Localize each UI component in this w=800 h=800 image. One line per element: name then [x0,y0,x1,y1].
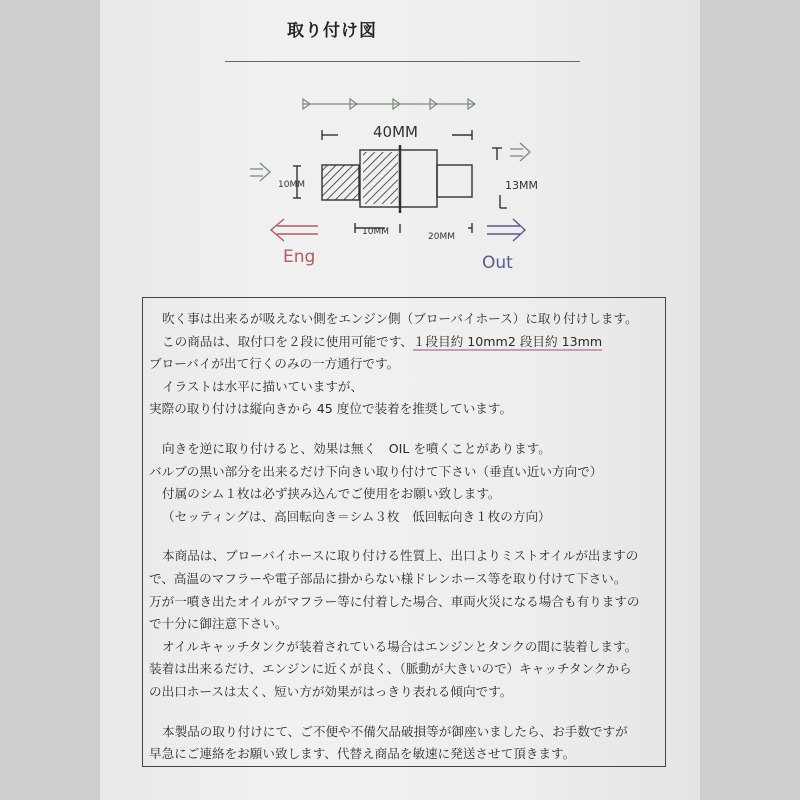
note-line: で、高温のマフラーや電子部品に掛からない様ドレンホース等を取り付けて下さい。 [149,570,627,586]
note-line [149,331,665,354]
note-line: 向きを逆に取り付けると、効果は無く OIL を噴くことがあります。 [162,440,551,456]
flow-direction-arrows [303,99,475,109]
spacer [149,704,665,721]
inlet-size-label: 10MM [278,180,305,190]
out-arrow-icon [487,219,525,241]
note-line: オイルキャッチタンクが装着されている場合はエンジンとタンクの間に装着します。 [162,638,638,654]
outlet-arrow-icon [510,143,530,161]
note-line: ブローバイが出て行くのみの一方通行です。 [149,356,400,372]
note-line: 実際の取り付けは縦向きから 45 度位で装着を推奨しています。 [149,401,513,417]
note-line: バルブの黒い部分を出来るだけ下向きい取り付けて下さい（垂直い近い方向で） [149,463,603,479]
note-line: の出口ホースは太く、短い方が効果がはっきり表れる傾向です。 [149,683,513,699]
spacer [149,528,665,545]
instructions-box [142,297,666,767]
note-line: 本商品は、ブローバイホースに取り付ける性質上、出口よりミストオイルが出ますの [162,548,639,564]
segment1-label: 10MM [362,227,389,237]
engine-arrow-icon [271,219,318,241]
note-line: 本製品の取り付けにて、ご不便や不備欠品破損等が御座いましたら、お手数ですが [162,723,628,739]
size-highlight: １段目約 10mm2 段目約 13mm [412,333,603,349]
note-line: 装着は出来るだけ、エンジンに近くが良く、（脈動が大きいので）キャッチタンクから [149,661,632,677]
out-label: Out [482,253,513,273]
note-text: この商品は、取付口を２段に使用可能です、 [162,333,413,349]
inlet-arrow-icon [250,163,270,181]
note-line: イラストは水平に描いていますが、 [162,378,364,394]
note-line: で十分に御注意下さい。 [149,616,288,632]
note-line: 早急にご連絡をお願い致します、代替え商品を敏速に発送させて頂きます。 [149,746,576,762]
engine-label: Eng [283,247,316,267]
note-line: 付属のシム１枚は必ず挟み込んでご使用をお願い致します。 [162,486,501,502]
installation-diagram [0,0,800,300]
segment2-label: 20MM [428,232,455,242]
note-line: （セッティングは、高回転向き＝シム３枚 低回転向き１枚の方向） [162,508,551,524]
note-line: 万が一噴き出たオイルがマフラー等に付着した場合、車両火災になる場合も有りますの [149,593,640,609]
length-label: 40MM [373,123,418,141]
note-line: 吹く事は出来るが吸えない側をエンジン側（ブローバイホース）に取り付けします。 [162,311,638,326]
page-title: 取り付け図 [287,21,377,41]
valve-drawing [293,130,507,233]
outlet-size-label: 13MM [505,179,538,192]
spacer [149,421,665,438]
